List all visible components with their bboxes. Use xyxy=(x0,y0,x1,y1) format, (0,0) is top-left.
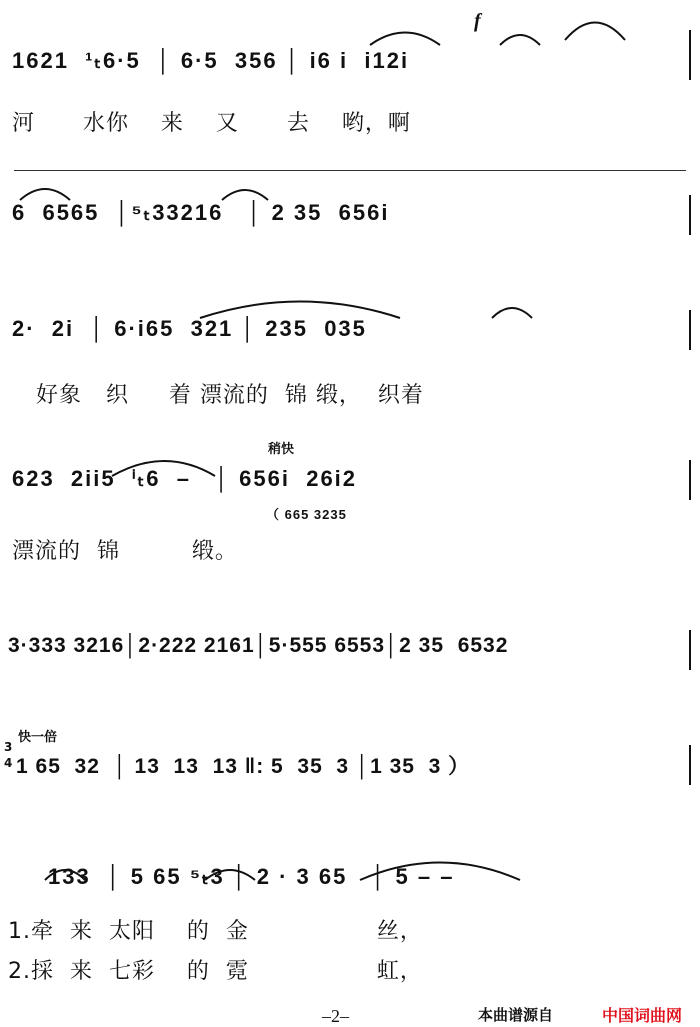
tempo-mark-double-speed: 快一倍 xyxy=(18,730,58,745)
notes-line-6: 1 65 32 │ 13 13 13 ‖: 5 35 3 │1 35 3 ） xyxy=(16,755,471,778)
tempo-mark-slightly-fast: 稍快 xyxy=(268,442,295,457)
source-credit: 本曲谱源自 xyxy=(478,1006,554,1024)
score-line-1 xyxy=(0,10,700,140)
score-line-4 xyxy=(0,438,700,564)
score-line-2 xyxy=(0,192,700,252)
notes-line-1: 1621 ¹ₜ6·5 │ 6·5 356 │ i6 i i12i xyxy=(12,48,410,73)
lyrics-verse-2: 2.採 来 七彩 的 霓 虹， xyxy=(8,959,423,984)
notes-line-3: 2· 2i │ 6·i65 321 │ 235 035 xyxy=(12,316,367,341)
interlude-notes: （ 665 3235 xyxy=(266,507,347,522)
lyrics-line-4: 漂流的 锦 缎。 xyxy=(12,539,238,564)
time-signature-bottom: 4 xyxy=(4,756,13,770)
lyrics-verse-1: 1.牵 来 太阳 的 金 丝， xyxy=(8,919,423,944)
dynamic-mark: f xyxy=(474,10,481,32)
lyrics-line-1: 河 水你 来 又 去 哟，啊 xyxy=(12,111,411,136)
notes-line-2: 6 6565 │⁵ₜ33216 │ 2 35 656i xyxy=(12,200,390,225)
lyrics-line-3: 好象 织 着 漂流的 锦 缎， 织着 xyxy=(12,383,424,408)
score-line-3 xyxy=(0,308,700,408)
score-line-5 xyxy=(0,630,700,680)
score-line-6 xyxy=(0,722,700,792)
separator-rule xyxy=(14,170,686,171)
time-signature-top: 3 xyxy=(4,740,13,754)
notes-line-5: 3·333 3216│2·222 2161│5·555 6553│2 35 6532 xyxy=(8,634,509,657)
notes-line-7: 133 │ 5 65 ⁵ₜ3 │ 2 · 3 65 │ 5 – – xyxy=(48,864,455,889)
brand-logo-text: 中国词曲网 xyxy=(602,1006,683,1025)
score-line-7 xyxy=(0,860,700,990)
page-number: –2– xyxy=(322,1006,349,1026)
notes-line-4: 623 2ii5 ⁱₜ6 – │ 656i 26i2 xyxy=(12,466,358,491)
